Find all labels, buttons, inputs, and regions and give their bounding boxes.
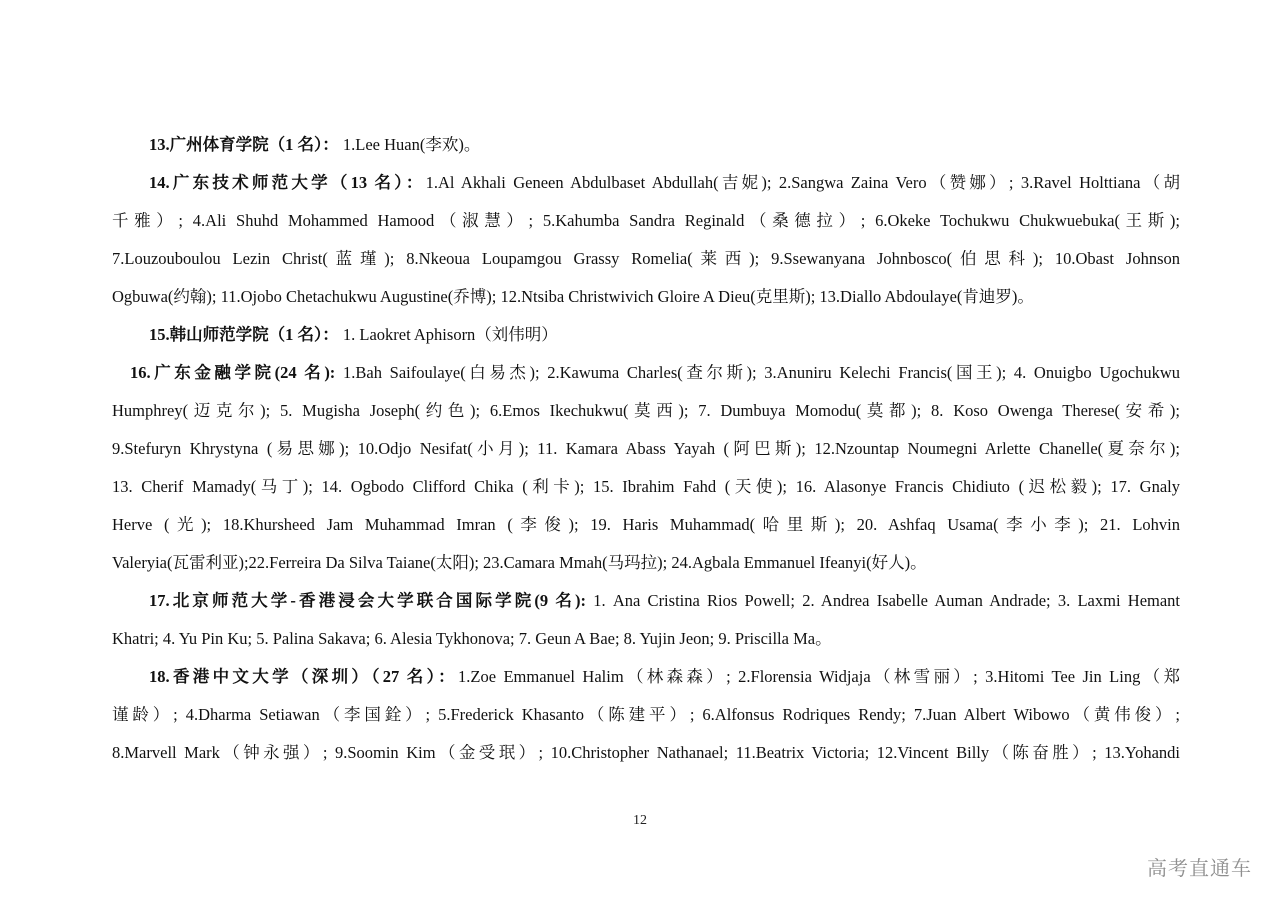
paragraph-18-line-1 bbox=[112, 658, 1180, 696]
paragraph-17-heading: 17.北京师范大学-香港浸会大学联合国际学院(9 名): bbox=[149, 591, 586, 610]
document-body bbox=[112, 126, 1180, 772]
paragraph-16-line-6: Valeryia(瓦雷利亚);22.Ferreira Da Silva Taiane(太阳); 23.Camara Mmah(马玛拉); 24.Agbala Emmanuel Ifeanyi(好人)。 bbox=[112, 553, 927, 572]
paragraph-13-text: 1.Lee Huan(李欢)。 bbox=[342, 135, 481, 154]
paragraph-16-line-4: 13. Cherif Mamady(马丁); 14. Ogbodo Clifford Chika (利卡); 15. Ibrahim Fahd (天使); 16. Alasonye Francis Chidiuto (迟松毅); 17. Gnaly bbox=[112, 477, 1180, 496]
paragraph-16-line-3: 9.Stefuryn Khrystyna (易思娜); 10.Odjo Nesifat(小月); 11. Kamara Abass Yayah (阿巴斯); 12.Nzountap Noumegni Arlette Chanelle(夏奈尔); bbox=[112, 439, 1180, 458]
paragraph-14-text-1: 1.Al Akhali Geneen Abdulbaset Abdullah(吉妮); 2.Sangwa Zaina Vero（赞娜）; 3.Ravel Holttiana（胡 bbox=[425, 173, 1180, 192]
paragraph-16-line-2: Humphrey(迈克尔); 5. Mugisha Joseph(约色); 6.Emos Ikechukwu(莫西); 7. Dumbuya Momodu(莫都); 8. Koso Owenga Therese(安希); bbox=[112, 401, 1180, 420]
paragraph-18-text-1: 1.Zoe Emmanuel Halim（林森森）; 2.Florensia Widjaja（林雪丽）; 3.Hitomi Tee Jin Ling（郑 bbox=[458, 667, 1180, 686]
paragraph-16-line-5: Herve (光); 18.Khursheed Jam Muhammad Imran (李俊); 19. Haris Muhammad(哈里斯); 20. Ashfaq Usama(李小李); 21. Lohvin bbox=[112, 515, 1180, 534]
paragraph-18-line-3: 8.Marvell Mark（钟永强）; 9.Soomin Kim（金受珉）; 10.Christopher Nathanael; 11.Beatrix Victoria; 12.Vincent Billy（陈奋胜）; 13.Yohandi bbox=[112, 743, 1180, 762]
paragraph-14-line-1 bbox=[112, 164, 1180, 202]
paragraph-16-heading: 16.广东金融学院(24 名): bbox=[130, 363, 336, 382]
paragraph-15-line-1 bbox=[112, 316, 1180, 354]
paragraph-14-line-4: Ogbuwa(约翰); 11.Ojobo Chetachukwu Augustine(乔博); 12.Ntsiba Christwivich Gloire A Dieu(克里斯); 13.Diallo Abdoulaye(肯迪罗)。 bbox=[112, 287, 1034, 306]
page-number: 12 bbox=[633, 813, 647, 828]
paragraph-14-line-2: 千雅）; 4.Ali Shuhd Mohammed Hamood（淑慧）; 5.Kahumba Sandra Reginald（桑德拉）; 6.Okeke Tochukwu Chukwuebuka(王斯); bbox=[112, 211, 1180, 230]
paragraph-13-line-1 bbox=[112, 126, 1180, 164]
paragraph-17-text-1: 1. Ana Cristina Rios Powell; 2. Andrea Isabelle Auman Andrade; 3. Laxmi Hemant bbox=[593, 591, 1180, 610]
paragraph-15-text: 1. Laokret Aphisorn（刘伟明） bbox=[342, 325, 558, 344]
paragraph-16-text-1: 1.Bah Saifoulaye(白易杰); 2.Kawuma Charles(查尔斯); 3.Anuniru Kelechi Francis(国王); 4. Onuigbo Ugochukwu bbox=[343, 363, 1180, 382]
paragraph-15-heading: 15.韩山师范学院（1 名）： bbox=[149, 325, 339, 344]
paragraph-13-heading: 13.广州体育学院（1 名）： bbox=[149, 135, 339, 154]
paragraph-18-heading: 18.香港中文大学（深圳）（27 名）： bbox=[149, 667, 458, 686]
paragraph-14-line-3: 7.Louzouboulou Lezin Christ(蓝瑾); 8.Nkeoua Loupamgou Grassy Romelia(莱西); 9.Ssewanyana Johnbosco(伯思科); 10.Obast Johnson bbox=[112, 249, 1180, 268]
paragraph-17-line-1 bbox=[112, 582, 1180, 620]
paragraph-14-heading: 14.广东技术师范大学（13 名）： bbox=[149, 173, 426, 192]
watermark-logo-text: 高考直通车 bbox=[1147, 856, 1252, 880]
paragraph-17-line-2: Khatri; 4. Yu Pin Ku; 5. Palina Sakava; 6. Alesia Tykhonova; 7. Geun A Bae; 8. Yujin Jeon; 9. Priscilla Ma。 bbox=[112, 629, 832, 648]
paragraph-18-line-2: 谨龄）; 4.Dharma Setiawan（李国銓）; 5.Frederick Khasanto（陈建平）; 6.Alfonsus Rodriques Rendy; 7.Juan Albert Wibowo（黄伟俊）; bbox=[112, 705, 1180, 724]
paragraph-16-line-1 bbox=[112, 354, 1180, 392]
